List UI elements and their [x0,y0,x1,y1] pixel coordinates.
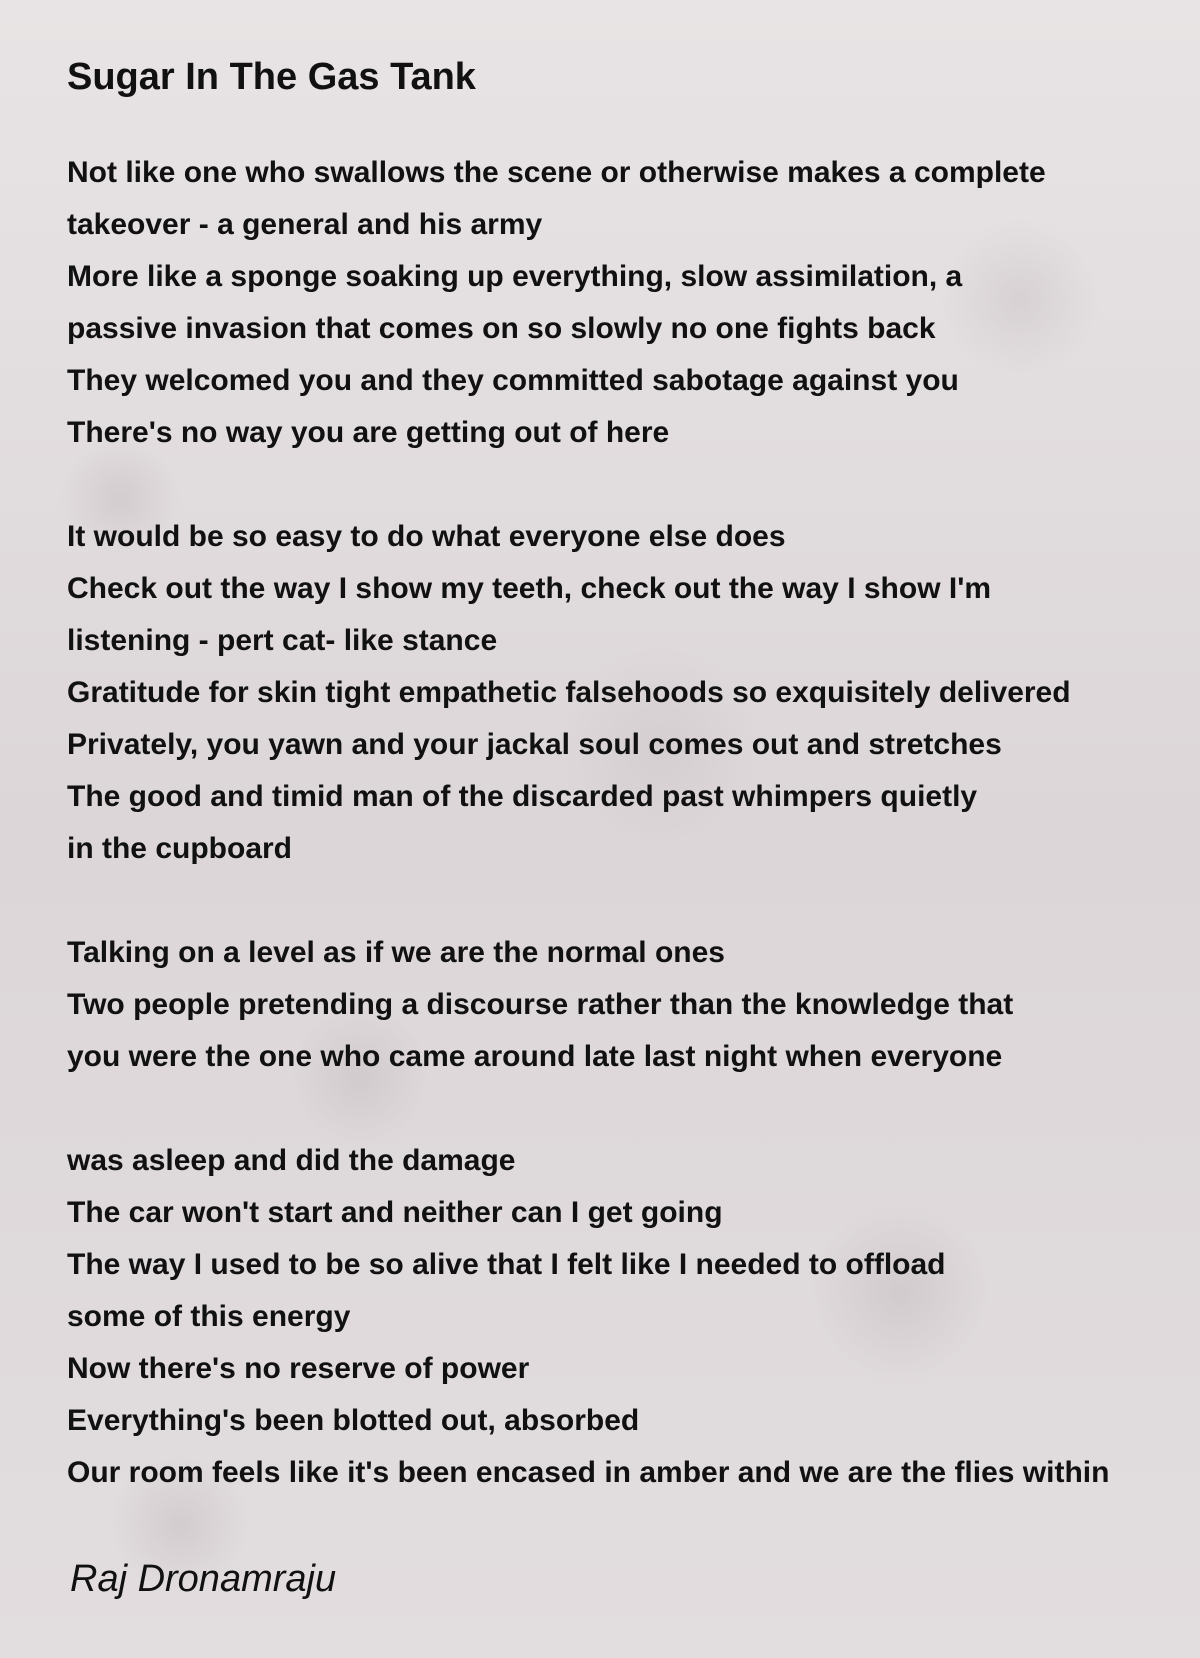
poem-page [67,52,1192,1499]
poem-line: you were the one who came around late last night when everyone [67,1040,1003,1073]
poem-line: Everything's been blotted out, absorbed [67,1404,640,1437]
stanza-break [67,875,1192,927]
poem-line: Now there's no reserve of power [67,1352,530,1385]
poem-line: Our room feels like it's been encased in amber and we are the flies within [67,1456,1110,1489]
poem-line: some of this energy [67,1300,351,1333]
poem-line: They welcomed you and they committed sabotage against you [67,364,959,397]
poem-line: There's no way you are getting out of here [67,416,670,449]
poem-line: Check out the way I show my teeth, check out the way I show I'm [67,572,992,605]
poem-line: Privately, you yawn and your jackal soul comes out and stretches [67,728,1002,761]
poem-line: in the cupboard [67,832,292,865]
poem-line: listening - pert cat- like stance [67,624,498,657]
poem-line: The way I used to be so alive that I felt like I needed to offload [67,1248,946,1281]
poem-body [67,147,1192,1499]
poem-line: takeover - a general and his army [67,208,543,241]
stanza-break [67,459,1192,511]
poem-line: More like a sponge soaking up everything, slow assimilation, a [67,260,963,293]
stanza-break [67,1083,1192,1135]
poem-title: Sugar In The Gas Tank [67,56,476,98]
poem-line: Gratitude for skin tight empathetic falsehoods so exquisitely delivered [67,676,1071,709]
poem-line: Talking on a level as if we are the normal ones [67,936,725,969]
poem-line: was asleep and did the damage [67,1144,516,1177]
poem-line: The good and timid man of the discarded past whimpers quietly [67,780,978,813]
poem-line: passive invasion that comes on so slowly no one fights back [67,312,936,345]
poem-line: The car won't start and neither can I get going [67,1196,723,1229]
poem-line: Two people pretending a discourse rather than the knowledge that [67,988,1014,1021]
poem-line: Not like one who swallows the scene or otherwise makes a complete [67,156,1046,189]
poem-author: Raj Dronamraju [70,1558,337,1600]
poem-line: It would be so easy to do what everyone else does [67,520,786,553]
